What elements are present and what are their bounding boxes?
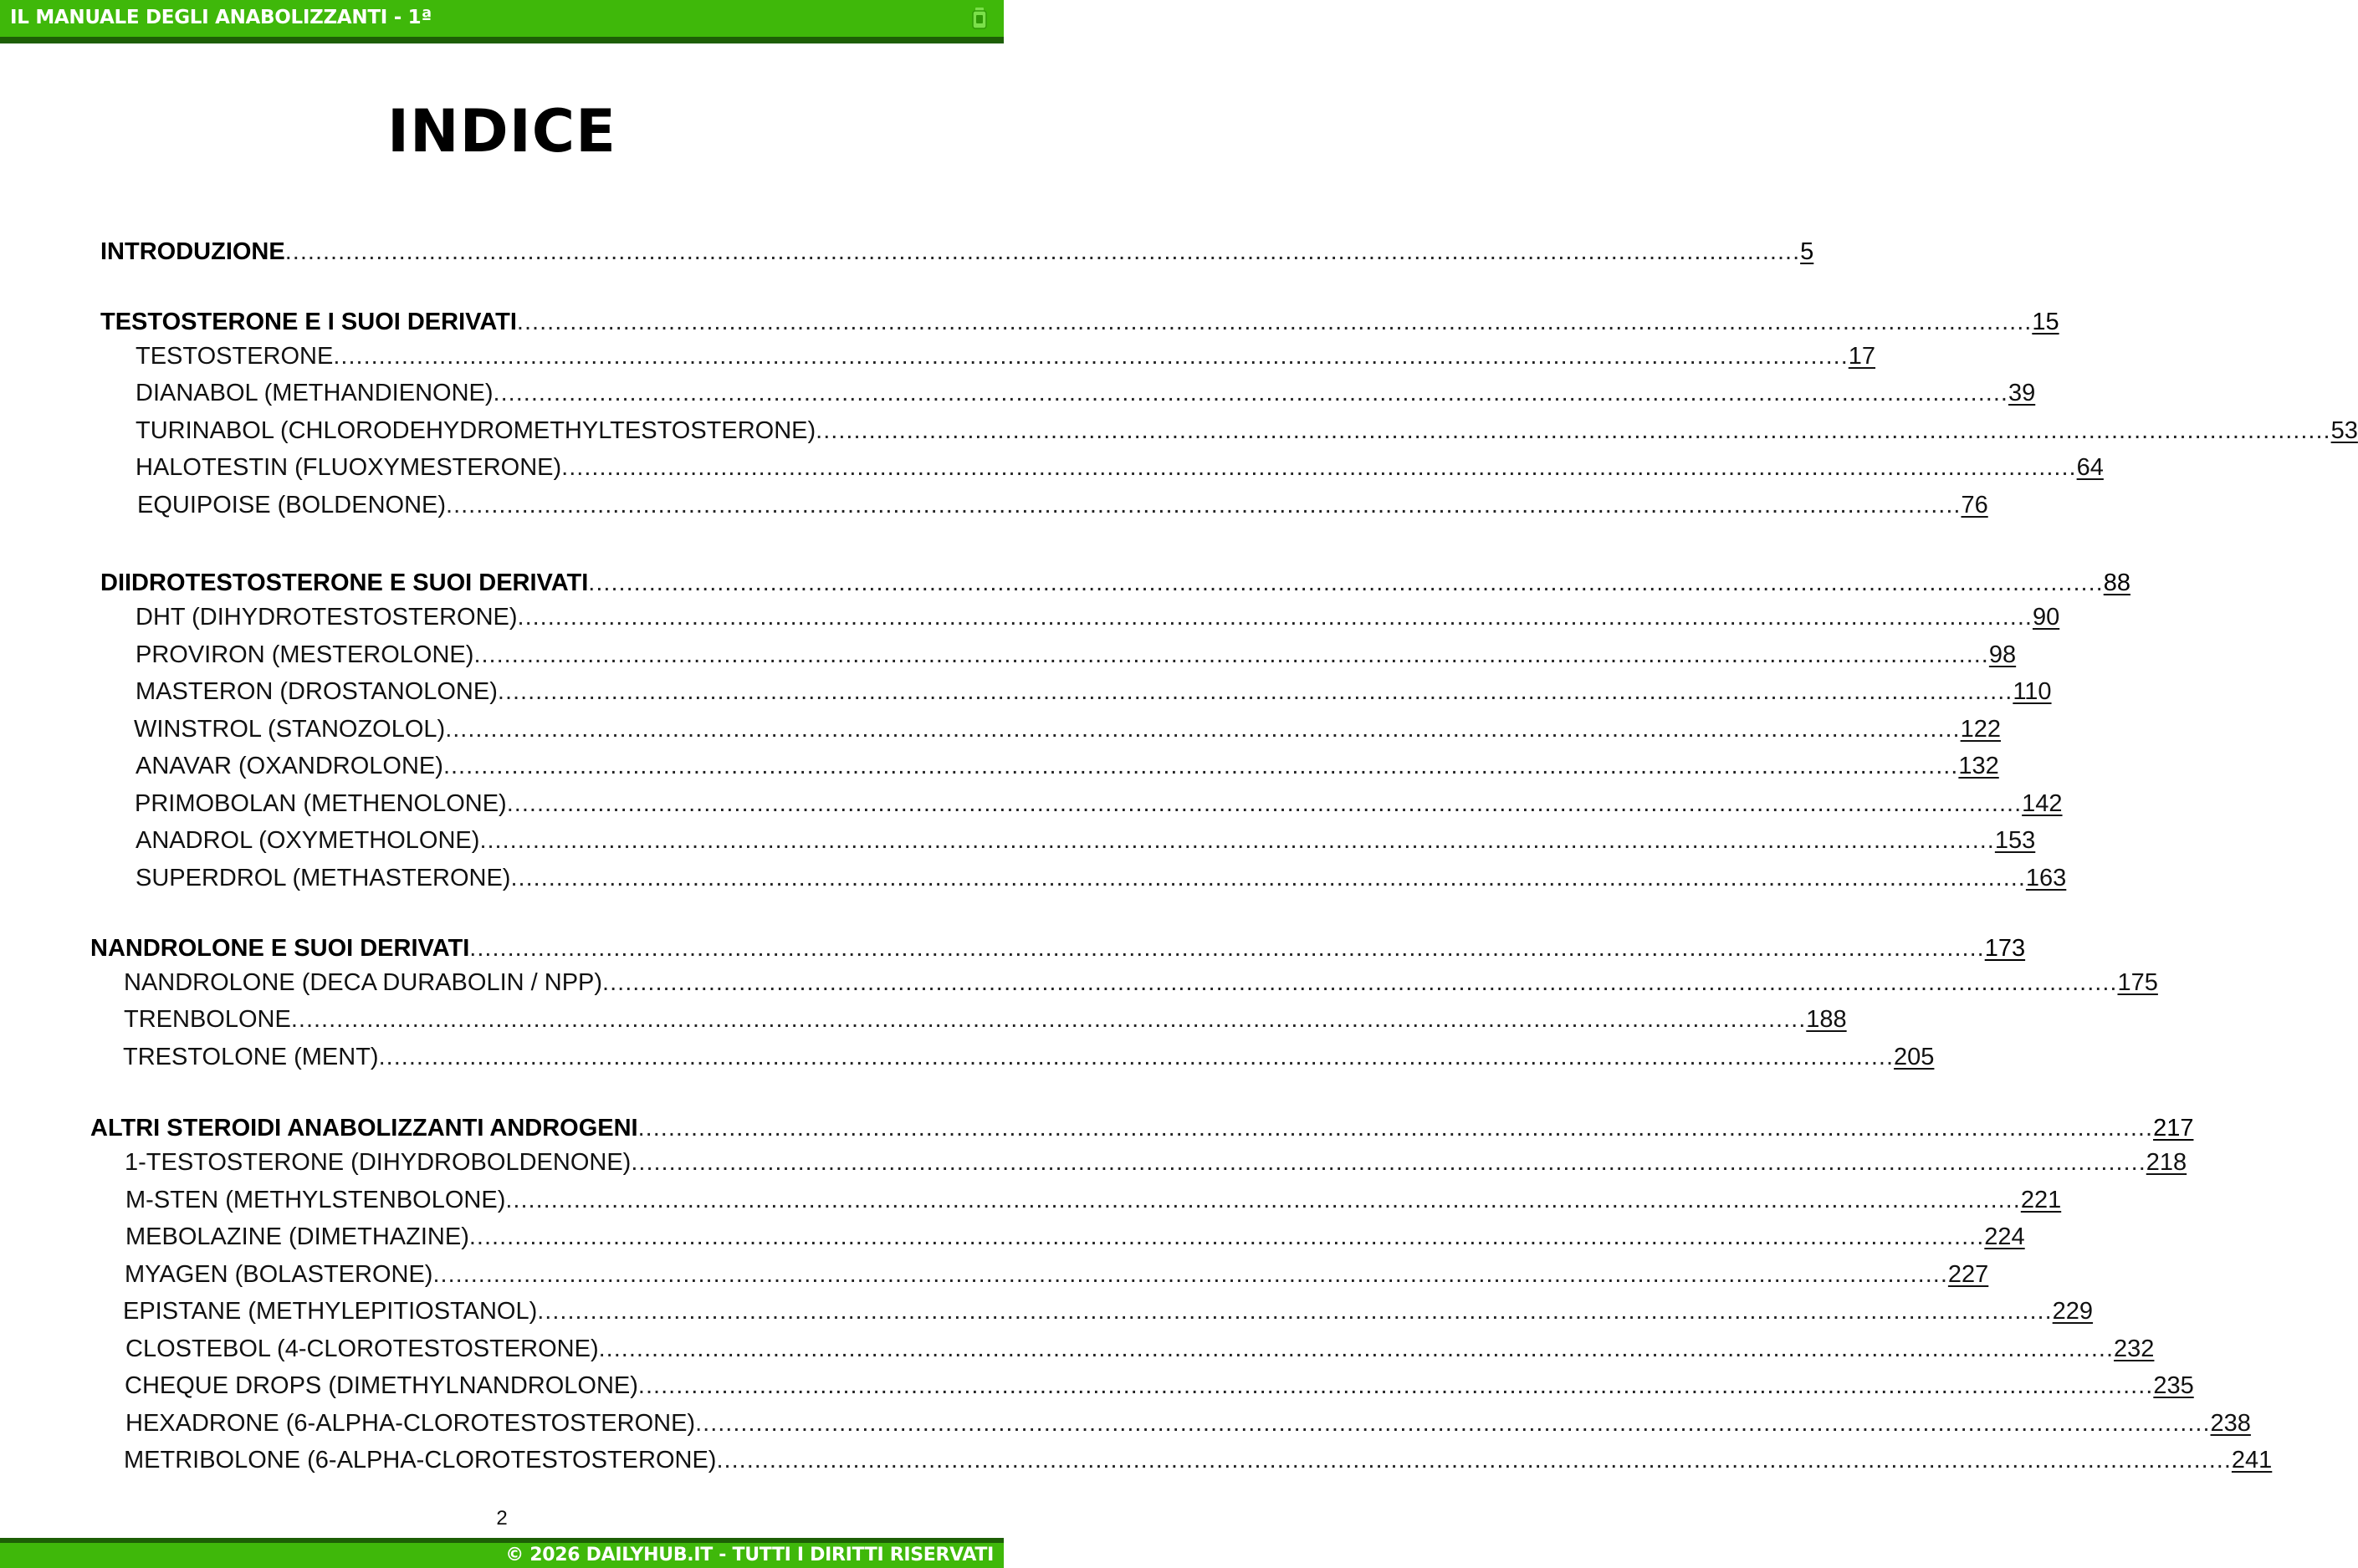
toc-entry[interactable] bbox=[136, 604, 2060, 631]
toc-page-number: 229 bbox=[2052, 1298, 2094, 1325]
toc-entry[interactable] bbox=[124, 1447, 2273, 1474]
footer-bar bbox=[0, 1538, 1004, 1568]
toc-page-number: 175 bbox=[2117, 969, 2158, 996]
toc-page-number: 238 bbox=[2210, 1410, 2251, 1437]
toc-page-number: 235 bbox=[2153, 1372, 2194, 1399]
bottle-icon bbox=[972, 8, 987, 29]
toc-entry[interactable] bbox=[134, 716, 2002, 743]
toc-page-number: 132 bbox=[1958, 753, 1999, 779]
toc-page-number: 241 bbox=[2231, 1447, 2273, 1474]
toc-entry[interactable] bbox=[136, 753, 1999, 780]
toc-label: PROVIRON (MESTEROLONE) bbox=[136, 641, 474, 668]
toc-label: ANAVAR (OXANDROLONE) bbox=[136, 753, 443, 779]
toc-section-altri-steroidi[interactable] bbox=[90, 1115, 2194, 1142]
toc-label: 1-TESTOSTERONE (DIHYDROBOLDENONE) bbox=[125, 1149, 632, 1176]
toc-label: DIIDROTESTOSTERONE E SUOI DERIVATI bbox=[100, 569, 589, 596]
toc-dot-leader: ........................................................................................................................................................................................................ bbox=[468, 1223, 1985, 1250]
toc-dot-leader: ........................................................................................................................................................................................................ bbox=[505, 1187, 2021, 1213]
toc-entry[interactable] bbox=[136, 454, 2104, 482]
toc-page-number: 110 bbox=[2013, 678, 2052, 705]
toc-page-number: 88 bbox=[2103, 569, 2130, 596]
toc-label: TRENBOLONE bbox=[124, 1006, 291, 1033]
toc-page-number: 90 bbox=[2032, 604, 2060, 631]
toc-dot-leader: ........................................................................................................................................................................................................ bbox=[588, 569, 2104, 596]
toc-section-testosterone[interactable] bbox=[100, 309, 2059, 336]
toc-entry[interactable] bbox=[136, 417, 2358, 445]
toc-dot-leader: ........................................................................................................................................................................................................ bbox=[561, 454, 2077, 481]
toc-label: ANADROL (OXYMETHOLONE) bbox=[136, 827, 480, 854]
toc-dot-leader: ........................................................................................................................................................................................................ bbox=[469, 935, 1985, 962]
toc-label: CLOSTEBOL (4-CLOROTESTOSTERONE) bbox=[125, 1336, 599, 1362]
toc-page-number: 217 bbox=[2153, 1115, 2194, 1142]
toc-dot-leader: ........................................................................................................................................................................................................ bbox=[333, 343, 1849, 370]
toc-label: MASTERON (DROSTANOLONE) bbox=[136, 678, 498, 705]
toc-label: TESTOSTERONE bbox=[136, 343, 334, 370]
toc-label: PRIMOBOLAN (METHENOLONE) bbox=[135, 790, 507, 817]
toc-entry[interactable] bbox=[124, 969, 2158, 997]
toc-dot-leader: ........................................................................................................................................................................................................ bbox=[445, 716, 1961, 743]
toc-page-number: 122 bbox=[1960, 716, 2002, 743]
toc-dot-leader: ........................................................................................................................................................................................................ bbox=[479, 827, 1995, 854]
toc-dot-leader: ........................................................................................................................................................................................................ bbox=[510, 865, 2026, 891]
toc-label: EQUIPOISE (BOLDENONE) bbox=[137, 492, 447, 518]
toc-label: NANDROLONE (DECA DURABOLIN / NPP) bbox=[124, 969, 603, 996]
toc-entry[interactable] bbox=[136, 865, 2067, 892]
toc-entry[interactable] bbox=[136, 641, 2017, 669]
header-title: IL MANUALE DEGLI ANABOLIZZANTI - 1ª bbox=[10, 7, 432, 28]
toc-entry[interactable] bbox=[125, 1372, 2194, 1400]
toc-label: DIANABOL (METHANDIENONE) bbox=[136, 380, 494, 406]
footer-copyright: © 2026 DAILYHUB.IT - TUTTI I DIRITTI RISERVATI bbox=[505, 1545, 994, 1565]
toc-page-number: 224 bbox=[1984, 1223, 2025, 1250]
toc-entry[interactable] bbox=[125, 1410, 2251, 1438]
toc-dot-leader: ........................................................................................................................................................................................................ bbox=[432, 1261, 1948, 1288]
toc-label: MEBOLAZINE (DIMETHAZINE) bbox=[125, 1223, 469, 1250]
toc-label: SUPERDROL (METHASTERONE) bbox=[136, 865, 511, 891]
toc-section-introduzione[interactable] bbox=[100, 238, 1814, 266]
toc-entry[interactable] bbox=[136, 380, 2036, 407]
toc-entry[interactable] bbox=[123, 1298, 2094, 1325]
toc-entry[interactable] bbox=[136, 343, 1876, 370]
toc-page-number: 188 bbox=[1806, 1006, 1847, 1033]
toc-entry[interactable] bbox=[135, 790, 2063, 818]
page-number: 2 bbox=[496, 1507, 508, 1530]
toc-dot-leader: ........................................................................................................................................................................................................ bbox=[517, 604, 2033, 631]
toc-dot-leader: ........................................................................................................................................................................................................ bbox=[290, 1006, 1807, 1033]
toc-dot-leader: ........................................................................................................................................................................................................ bbox=[631, 1149, 2146, 1176]
toc-dot-leader: ........................................................................................................................................................................................................ bbox=[516, 309, 2033, 335]
toc-label: TURINABOL (CHLORODEHYDROMETHYLTESTOSTERONE) bbox=[136, 417, 816, 444]
toc-entry[interactable] bbox=[125, 1187, 2062, 1214]
toc-page-number: 232 bbox=[2114, 1336, 2155, 1362]
toc-entry[interactable] bbox=[137, 492, 1988, 519]
toc-page-number: 173 bbox=[1984, 935, 2026, 962]
toc-label: DHT (DIHYDROTESTOSTERONE) bbox=[136, 604, 518, 631]
toc-page-number: 39 bbox=[2008, 380, 2036, 406]
toc-label: INTRODUZIONE bbox=[100, 238, 285, 265]
toc-page-number: 142 bbox=[2022, 790, 2063, 817]
toc-entry[interactable] bbox=[125, 1261, 1989, 1289]
toc-dot-leader: ........................................................................................................................................................................................................ bbox=[716, 1447, 2232, 1474]
toc-dot-leader: ........................................................................................................................................................................................................ bbox=[637, 1372, 2154, 1399]
toc-label: MYAGEN (BOLASTERONE) bbox=[125, 1261, 433, 1288]
toc-label: ALTRI STEROIDI ANABOLIZZANTI ANDROGENI bbox=[90, 1115, 638, 1142]
toc-label: M-STEN (METHYLSTENBOLONE) bbox=[125, 1187, 506, 1213]
toc-page-number: 227 bbox=[1947, 1261, 1989, 1288]
toc-page-number: 17 bbox=[1848, 343, 1876, 370]
toc-label: NANDROLONE E SUOI DERIVATI bbox=[90, 935, 470, 962]
toc-section-diidrotestosterone[interactable] bbox=[100, 569, 2130, 597]
toc-dot-leader: ........................................................................................................................................................................................................ bbox=[637, 1115, 2154, 1142]
toc-entry[interactable] bbox=[125, 1223, 2025, 1251]
toc-label: WINSTROL (STANOZOLOL) bbox=[134, 716, 446, 743]
toc-label: HEXADRONE (6-ALPHA-CLOROTESTOSTERONE) bbox=[125, 1410, 696, 1437]
toc-dot-leader: ........................................................................................................................................................................................................ bbox=[598, 1336, 2115, 1362]
toc-section-nandrolone[interactable] bbox=[90, 935, 2026, 963]
toc-label: CHEQUE DROPS (DIMETHYLNANDROLONE) bbox=[125, 1372, 638, 1399]
toc-page-number: 53 bbox=[2330, 417, 2358, 444]
toc-dot-leader: ........................................................................................................................................................................................................ bbox=[446, 492, 1962, 518]
toc-dot-leader: ........................................................................................................................................................................................................ bbox=[695, 1410, 2211, 1437]
toc-entry[interactable] bbox=[125, 1336, 2155, 1363]
toc-page-number: 98 bbox=[1988, 641, 2017, 668]
toc-page-number: 64 bbox=[2076, 454, 2104, 481]
toc-dot-leader: ........................................................................................................................................................................................................ bbox=[816, 417, 2331, 444]
toc-entry[interactable] bbox=[136, 827, 2036, 855]
page-title: INDICE bbox=[387, 97, 616, 166]
toc-label: TESTOSTERONE E I SUOI DERIVATI bbox=[100, 309, 517, 335]
toc-entry[interactable] bbox=[136, 678, 2052, 706]
toc-dot-leader: ........................................................................................................................................................................................................ bbox=[497, 678, 2013, 705]
toc-dot-leader: ........................................................................................................................................................................................................ bbox=[506, 790, 2023, 817]
toc-dot-leader: ........................................................................................................................................................................................................ bbox=[602, 969, 2118, 996]
toc-dot-leader: ........................................................................................................................................................................................................ bbox=[537, 1298, 2053, 1325]
toc-dot-leader: ........................................................................................................................................................................................................ bbox=[284, 238, 1801, 265]
toc-page-number: 163 bbox=[2025, 865, 2067, 891]
toc-page-number: 5 bbox=[1800, 238, 1814, 265]
toc-label: METRIBOLONE (6-ALPHA-CLOROTESTOSTERONE) bbox=[124, 1447, 717, 1474]
toc-page-number: 221 bbox=[2020, 1187, 2062, 1213]
toc-dot-leader: ........................................................................................................................................................................................................ bbox=[473, 641, 1989, 668]
toc-entry[interactable] bbox=[124, 1006, 1847, 1034]
toc-dot-leader: ........................................................................................................................................................................................................ bbox=[378, 1044, 1895, 1070]
toc-label: HALOTESTIN (FLUOXYMESTERONE) bbox=[136, 454, 562, 481]
toc-entry[interactable] bbox=[125, 1149, 2187, 1177]
toc-label: EPISTANE (METHYLEPITIOSTANOL) bbox=[123, 1298, 538, 1325]
toc-page-number: 205 bbox=[1894, 1044, 1935, 1070]
toc-page-number: 153 bbox=[1994, 827, 2036, 854]
header-bar bbox=[0, 0, 1004, 43]
toc-dot-leader: ........................................................................................................................................................................................................ bbox=[442, 753, 1959, 779]
toc-page-number: 76 bbox=[1961, 492, 1988, 518]
toc-page-number: 218 bbox=[2146, 1149, 2187, 1176]
toc-page-number: 15 bbox=[2032, 309, 2059, 335]
toc-label: TRESTOLONE (MENT) bbox=[123, 1044, 379, 1070]
toc-entry[interactable] bbox=[123, 1044, 1935, 1071]
toc-dot-leader: ........................................................................................................................................................................................................ bbox=[493, 380, 2008, 406]
